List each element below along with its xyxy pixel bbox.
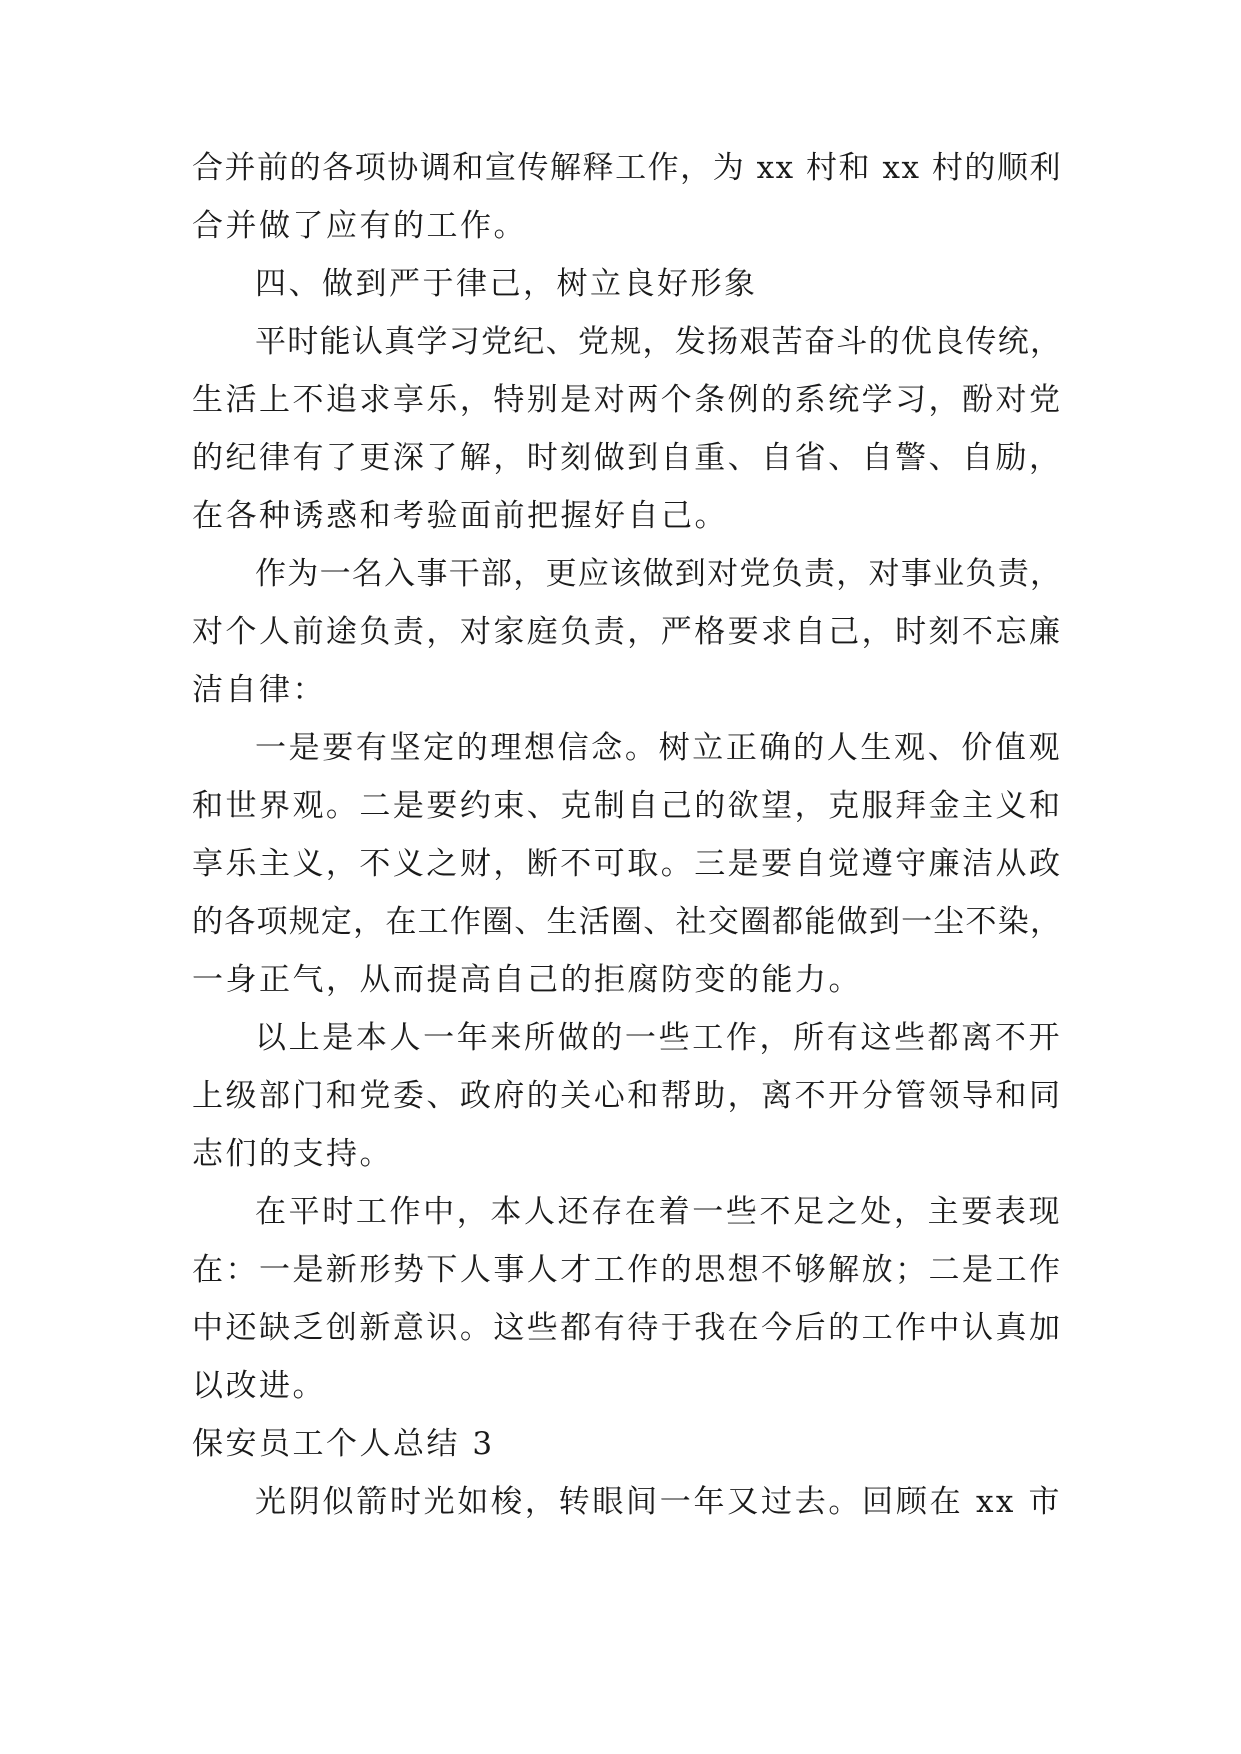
text-line: 志们的支持。: [192, 1136, 393, 1172]
text-line: 和世界观。二是要约束、克制自己的欲望，克服拜金主义和: [192, 788, 1062, 824]
text-line: 生活上不追求享乐，特别是对两个条例的系统学习，酚对党: [192, 382, 1062, 418]
text-line: 在平时工作中，本人还存在着一些不足之处，主要表现: [255, 1194, 1062, 1230]
text-line: 的各项规定，在工作圈、生活圈、社交圈都能做到一尘不染，: [192, 904, 1062, 940]
text-line: 平时能认真学习党纪、党规，发扬艰苦奋斗的优良传统，: [255, 324, 1062, 360]
text-line: 的纪律有了更深了解，时刻做到自重、自省、自警、自励，: [192, 440, 1062, 476]
text-line: 合并前的各项协调和宣传解释工作，为 xx 村和 xx 村的顺利: [192, 150, 1062, 186]
text-line: 以改进。: [192, 1368, 326, 1404]
text-line: 光阴似箭时光如梭，转眼间一年又过去。回顾在 xx 市: [255, 1484, 1062, 1520]
text-line: 合并做了应有的工作。: [192, 208, 527, 244]
text-line: 中还缺乏创新意识。这些都有待于我在今后的工作中认真加: [192, 1310, 1062, 1346]
text-line: 上级部门和党委、政府的关心和帮助，离不开分管领导和同: [192, 1078, 1062, 1114]
text-line: 以上是本人一年来所做的一些工作，所有这些都离不开: [255, 1020, 1062, 1056]
text-line: 一身正气，从而提高自己的拒腐防变的能力。: [192, 962, 862, 998]
text-line: 一是要有坚定的理想信念。树立正确的人生观、价值观: [255, 730, 1062, 766]
text-line: 在各种诱惑和考验面前把握好自己。: [192, 498, 728, 534]
section-heading: 四、做到严于律己，树立良好形象: [255, 266, 758, 302]
text-line: 对个人前途负责，对家庭负责，严格要求自己，时刻不忘廉: [192, 614, 1062, 650]
section-title: 保安员工个人总结 3: [192, 1426, 495, 1462]
text-line: 享乐主义，不义之财，断不可取。三是要自觉遵守廉洁从政: [192, 846, 1062, 882]
text-line: 作为一名入事干部，更应该做到对党负责，对事业负责，: [255, 556, 1062, 592]
text-line: 洁自律：: [192, 672, 326, 708]
text-line: 在：一是新形势下人事人才工作的思想不够解放；二是工作: [192, 1252, 1062, 1288]
